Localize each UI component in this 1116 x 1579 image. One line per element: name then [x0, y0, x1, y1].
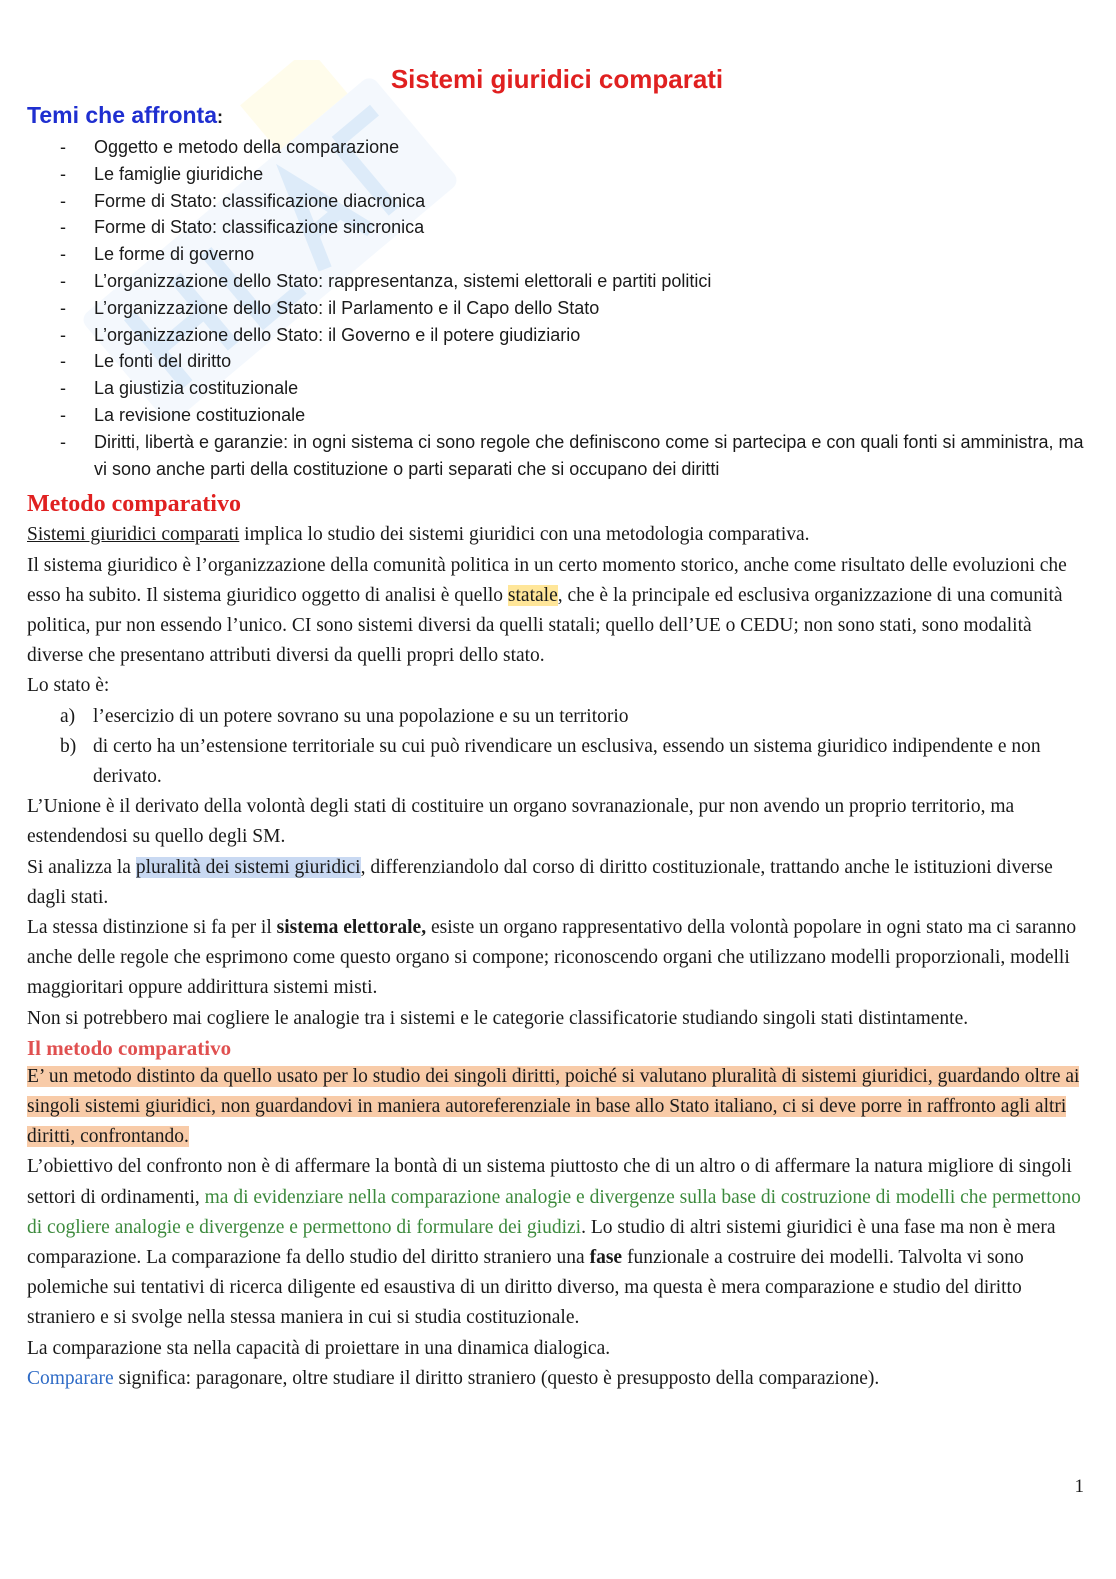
topic-item: - Forme di Stato: classificazione diacronica: [27, 188, 1087, 215]
text-run: funzionale a costruire dei modelli. Talvolta vi sono polemiche sui tentativi di ricerca diligente ed esaustiva di un diritto diverso, ma questa è mera comparazione e studio del diritto straniero e si svolge nella stessa maniera in cui si studia costituzionale.: [27, 1247, 1024, 1329]
bold-term: fase: [589, 1247, 623, 1269]
list-item-text: di certo ha un’estensione territoriale su cui può rivendicare un esclusiva, essendo un sistema giuridico indipendente e non derivato.: [93, 735, 1041, 787]
text-run: . Lo studio di altri sistemi giuridici è una fase ma non è mera comparazione. La comparazione fa dello studio del diritto straniero una: [27, 1216, 1056, 1269]
paragraph: Non si potrebbero mai cogliere le analogie tra i sistemi e le categorie classificatorie studiando singoli stati distintamente.: [27, 1007, 969, 1029]
topics-heading: [27, 100, 1087, 132]
highlighted-term: statale: [507, 584, 558, 606]
bold-term: sistema elettorale,: [276, 917, 427, 938]
text-run: Il sistema giuridico è l’organizzazione della comunità politica in un certo momento storico, anche come risultato delle evoluzioni che esso ha subito. Il sistema giuridico oggetto di analisi è quello: [27, 554, 1067, 606]
list-item-text: l’esercizio di un potere sovrano su una popolazione e su un territorio: [93, 705, 629, 727]
topic-item: - La giustizia costituzionale: [27, 375, 1087, 402]
topic-item: - Diritti, libertà e garanzie: in ogni sistema ci sono regole che definiscono come si partecipa e con quali fonti si amministra, ma vi sono anche parti della costituzione o parti separati che si occupano dei diritti: [27, 429, 1087, 483]
list-marker: a): [60, 705, 76, 727]
highlighted-passage: E’ un metodo distinto da quello usato per lo studio dei singoli diritti, poiché si valutano pluralità di sistemi giuridici, guardando oltre ai singoli sistemi giuridici, non guardandovi in maniera autoreferenziale in base allo Stato italiano, ci si deve porre in raffronto agli altri diritti, confrontando.: [27, 1065, 1080, 1148]
paragraph: Lo stato è:: [27, 675, 110, 697]
topic-item: - L’organizzazione dello Stato: rappresentanza, sistemi elettorali e partiti politici: [27, 268, 1087, 295]
text-run: , che è la principale ed esclusiva organizzazione di una comunità politica, pur non essendo l’unico. CI sono sistemi diversi da quelli statali; quello dell’UE o CEDU; non sono stati, sono modalità diverse che presentano attributi diversi da quelli propri dello stato.: [27, 584, 1063, 667]
topic-item: - L’organizzazione dello Stato: il Governo e il potere giudiziario: [27, 322, 1087, 349]
paragraph: [27, 551, 1087, 672]
topics-list: [27, 134, 1087, 482]
text-run: La stessa distinzione si fa per il: [27, 917, 277, 938]
blue-term: Comparare: [27, 1367, 114, 1389]
highlighted-term: pluralità dei sistemi giuridici: [135, 856, 361, 878]
topic-item: - Forme di Stato: classificazione sincronica: [27, 214, 1087, 241]
subsection-heading-il-metodo: Il metodo comparativo: [27, 1035, 232, 1060]
underlined-term: Sistemi giuridici comparati: [27, 524, 240, 546]
document-title: Sistemi giuridici comparati: [390, 64, 724, 94]
topic-item: - La revisione costituzionale: [27, 402, 1087, 429]
list-item: [27, 702, 1087, 732]
text-run: esiste un organo rappresentativo della volontà popolare in ogni stato ma ci saranno anche delle regole che esprimono come questo organo si compone; riconoscendo organi che utilizzano modelli proporzionali, modelli maggioritari oppure addirittura sistemi misti.: [27, 917, 1077, 999]
paragraph: [27, 520, 1087, 550]
page-number: 1: [1074, 1476, 1084, 1497]
paragraph: L’Unione è il derivato della volontà degli stati di costituire un organo sovranazionale, pur non avendo un proprio territorio, ma estendendosi su quello degli SM.: [27, 796, 1015, 848]
topic-item: - Le forme di governo: [27, 241, 1087, 268]
green-passage: ma di evidenziare nella comparazione analogie e divergenze sulla base di costruzione di modelli che permettono di cogliere analogie e divergenze e permettono di formulare dei giudizi: [27, 1186, 1081, 1238]
topic-item: - Le famiglie giuridiche: [27, 161, 1087, 188]
document-page: [27, 62, 1087, 1394]
text-run: significa: paragonare, oltre studiare il diritto straniero (questo è presupposto della comparazione).: [113, 1367, 880, 1389]
paragraph: [27, 1364, 1087, 1394]
paragraph: [27, 913, 1087, 1004]
section-heading-metodo: Metodo comparativo: [27, 491, 241, 518]
text-run: Si analizza la: [27, 856, 136, 878]
stato-list: [27, 702, 1087, 793]
text-run: implica lo studio dei sistemi giuridici con una metodologia comparativa.: [239, 524, 810, 546]
paragraph: [27, 853, 1087, 913]
text-run: L’obiettivo del confronto non è di affermare la bontà di un sistema piuttosto che di un altro o di affermare la natura migliore di singoli settori di ordinamenti,: [27, 1156, 1072, 1208]
text-run: , differenziandolo dal corso di diritto costituzionale, trattando anche le istituzioni diverse dagli stati.: [27, 856, 1053, 908]
paragraph: [27, 1062, 1087, 1153]
topic-item: - Oggetto e metodo della comparazione: [27, 134, 1087, 161]
topics-heading-text: Temi che affronta: [27, 102, 217, 128]
topic-item: - L’organizzazione dello Stato: il Parlamento e il Capo dello Stato: [27, 295, 1087, 322]
topic-item: - Le fonti del diritto: [27, 348, 1087, 375]
paragraph: [27, 1152, 1087, 1333]
list-marker: b): [60, 735, 77, 757]
paragraph: La comparazione sta nella capacità di proiettare in una dinamica dialogica.: [27, 1337, 611, 1359]
topics-heading-colon: :: [217, 107, 223, 127]
list-item: [27, 732, 1087, 792]
